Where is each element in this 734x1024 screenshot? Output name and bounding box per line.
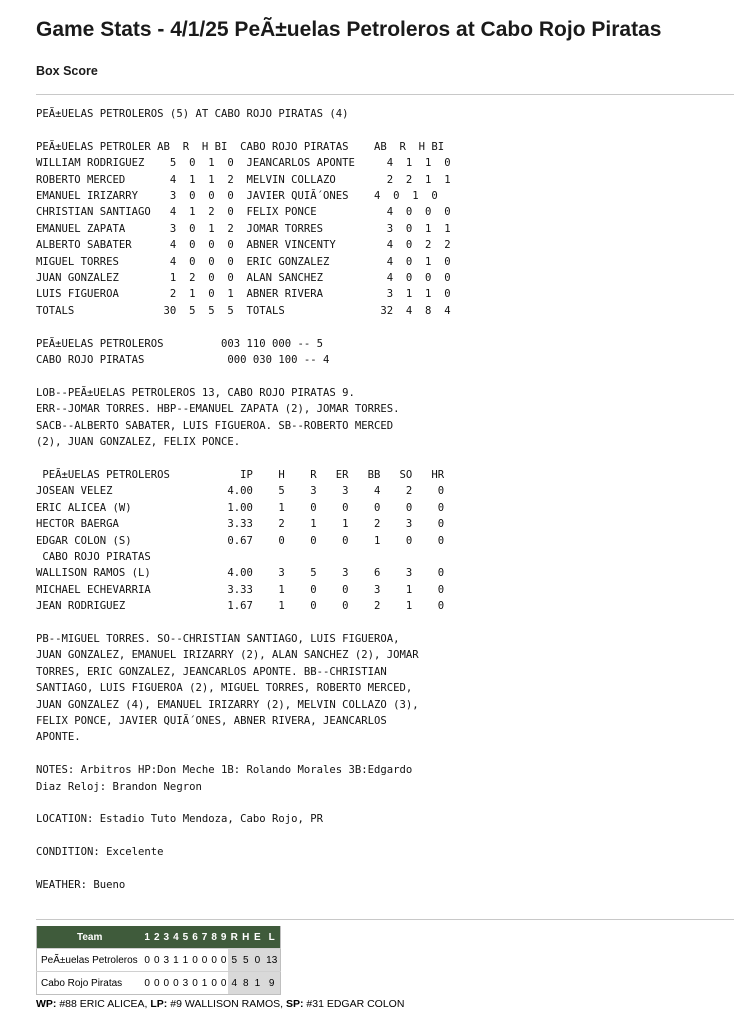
inning-score: 0: [152, 972, 162, 995]
inning-score: 0: [219, 972, 229, 995]
inning-score: 0: [219, 949, 229, 972]
divider-top: [36, 94, 734, 95]
header-runs: R: [228, 926, 240, 949]
header-hits: H: [240, 926, 252, 949]
inning-score: 1: [181, 949, 191, 972]
header-inning-7: 7: [200, 926, 210, 949]
total-runs: 5: [228, 949, 240, 972]
inning-score: 0: [142, 949, 152, 972]
sp-value: #31 EDGAR COLON: [303, 998, 405, 1010]
total-runs: 4: [228, 972, 240, 995]
header-inning-2: 2: [152, 926, 162, 949]
header-team: Team: [37, 926, 143, 949]
total-hits: 8: [240, 972, 252, 995]
lp-value: #9 WALLISON RAMOS,: [167, 998, 286, 1010]
total-errors: 0: [252, 949, 264, 972]
inning-score: 0: [152, 949, 162, 972]
sp-label: SP:: [285, 998, 304, 1010]
wp-value: #88 ERIC ALICEA,: [56, 998, 151, 1010]
pitching-decisions: [36, 998, 404, 1010]
header-lob: L: [263, 926, 281, 949]
inning-score: 1: [171, 949, 181, 972]
inning-score: 0: [190, 949, 200, 972]
box-score-heading: Box Score: [36, 64, 98, 78]
header-inning-5: 5: [181, 926, 191, 949]
inning-score: 0: [209, 949, 219, 972]
linescore-header-row: [37, 926, 281, 949]
total-hits: 5: [240, 949, 252, 972]
linescore-table: [36, 926, 281, 995]
linescore-row-home: [37, 972, 281, 995]
wp-label: WP:: [36, 998, 57, 1010]
page-title: Game Stats - 4/1/25 PeÃ±uelas Petroleros at Cabo Rojo Piratas: [36, 18, 662, 41]
header-inning-6: 6: [190, 926, 200, 949]
header-inning-1: 1: [142, 926, 152, 949]
team-name: Cabo Rojo Piratas: [37, 972, 143, 995]
lp-label: LP:: [150, 998, 168, 1010]
box-score-text: PEÃ±UELAS PETROLEROS (5) AT CABO ROJO PIRATAS (4) PEÃ±UELAS PETROLER AB R H BI CABO ROJO PIRATAS AB R H BI WILLIAM RODRIGUEZ 5 0 1 0 JEANCARLOS APONTE 4 1 1 0 ROBERTO MERCED 4 1 1 2 MELVIN COLLAZO 2 2 1 1 EMANUEL IRIZARRY 3 0 0 0 JAVIER QUIÃ´ONES 4 0 1 0 CHRISTIAN SANTIAGO 4 1 2 0 FELIX PONCE 4 0 0 0 EMANUEL ZAPATA 3 0 1 2 JOMAR TORRES 3 0 1 1 ALBERTO SABATER 4 0 0 0 ABNER VINCENTY 4 0 2 2 MIGUEL TORRES 4 0 0 0 ERIC GONZALEZ 4 0 1 0 JUAN GONZALEZ 1 2 0 0 ALAN SANCHEZ 4 0 0 0 LUIS FIGUEROA 2 1 0 1 ABNER RIVERA 3 1 1 0 TOTALS 30 5 5 5 TOTALS 32 4 8 4 PEÃ±UELAS PETROLEROS 003 110 000 -- 5 CABO ROJO PIRATAS 000 030 100 -- 4 LOB--PEÃ±UELAS PETROLEROS 13, CABO ROJO PIRATAS 9. ERR--JOMAR TORRES. HBP--EMANUEL ZAPATA (2), JOMAR TORRES. SACB--ALBERTO SABATER, LUIS FIGUEROA. SB--ROBERTO MERCED (2), JUAN GONZALEZ, FELIX PONCE. PEÃ±UELAS PETROLEROS IP H R ER BB SO HR JOSEAN VELEZ 4.00 5 3 3 4 2 0 ERIC ALICEA (W) 1.00 1 0 0 0 0 0 HECTOR BAERGA 3.33 2 1 1 2 3 0 EDGAR COLON (S) 0.67 0 0 0 1 0 0 CABO ROJO PIRATAS WALLISON RAMOS (L) 4.00 3 5 3 6 3 0 MICHAEL ECHEVARRIA 3.33 1 0 0 3 1 0 JEAN RODRIGUEZ 1.67 1 0 0 2 1 0 PB--MIGUEL TORRES. SO--CHRISTIAN SANTIAGO, LUIS FIGUEROA, JUAN GONZALEZ, EMANUEL IRIZARRY (2), ALAN SANCHEZ (2), JOMAR TORRES, ERIC GONZALEZ, JEANCARLOS APONTE. BB--CHRISTIAN SANTIAGO, LUIS FIGUEROA (2), MIGUEL TORRES, ROBERTO MERCED, JUAN GONZALEZ (4), EMANUEL IRIZARRY (2), MELVIN COLLAZO (3), FELIX PONCE, JAVIER QUIÃ´ONES, ABNER RIVERA, JEANCARLOS APONTE. NOTES: Arbitros HP:Don Meche 1B: Rolando Morales 3B:Edgardo Diaz Reloj: Brandon Negron LOCATION: Estadio Tuto Mendoza, Cabo Rojo, PR CONDITION: Excelente WEATHER: Bueno: [36, 108, 451, 892]
total-lob: 13: [263, 949, 281, 972]
header-inning-4: 4: [171, 926, 181, 949]
header-inning-9: 9: [219, 926, 229, 949]
linescore-row-away: [37, 949, 281, 972]
inning-score: 0: [162, 972, 172, 995]
divider-bottom: [36, 919, 734, 920]
header-inning-8: 8: [209, 926, 219, 949]
inning-score: 0: [200, 949, 210, 972]
inning-score: 3: [162, 949, 172, 972]
inning-score: 1: [200, 972, 210, 995]
inning-score: 0: [209, 972, 219, 995]
header-errors: E: [252, 926, 264, 949]
inning-score: 0: [171, 972, 181, 995]
inning-score: 3: [181, 972, 191, 995]
total-lob: 9: [263, 972, 281, 995]
inning-score: 0: [142, 972, 152, 995]
header-inning-3: 3: [162, 926, 172, 949]
team-name: PeÃ±uelas Petroleros: [37, 949, 143, 972]
total-errors: 1: [252, 972, 264, 995]
inning-score: 0: [190, 972, 200, 995]
